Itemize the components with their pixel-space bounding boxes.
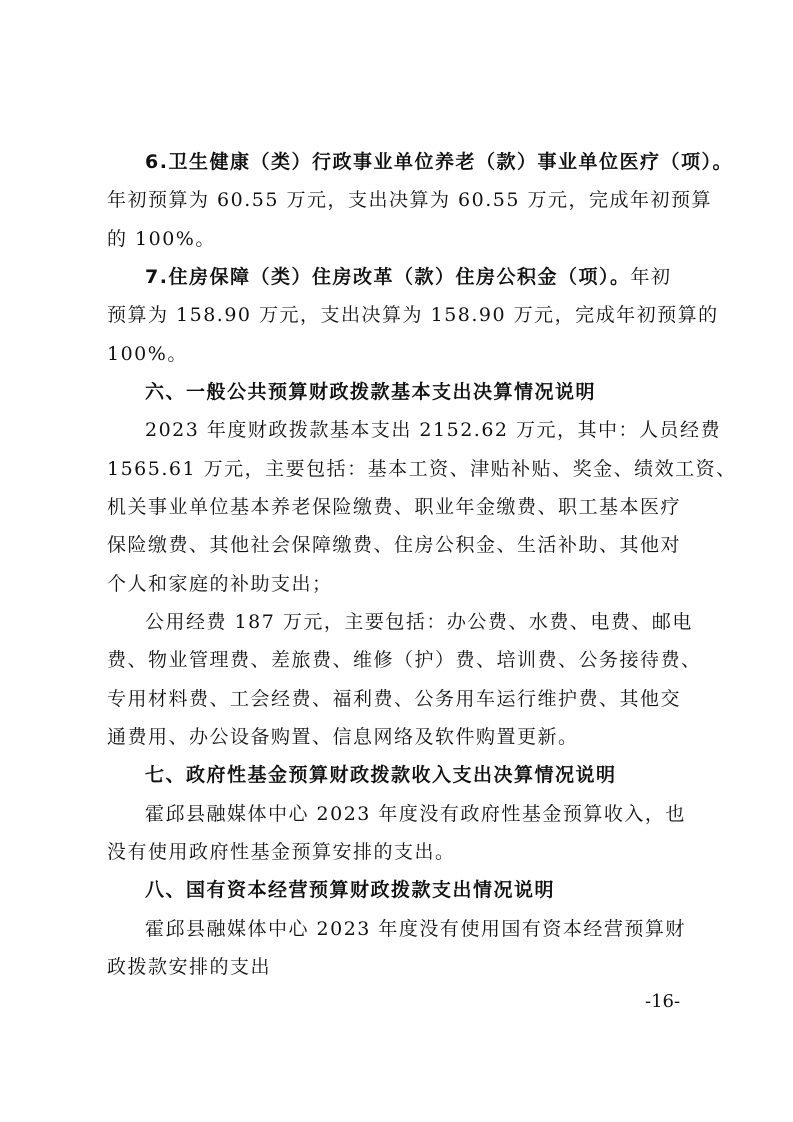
section8-line-1: 霍邱县融媒体中心 2023 年度没有使用国有资本经营预算财 (145, 918, 686, 940)
item6-line-1: 年初预算为 60.55 万元，支出决算为 60.55 万元，完成年初预算 (107, 189, 712, 211)
item7-heading: 7.住房保障（类）住房改革（款）住房公积金（项）。 (145, 266, 631, 288)
section6-para2-line-1: 公用经费 187 万元，主要包括：办公费、水费、电费、邮电 (145, 611, 693, 633)
section8-title: 八、国有资本经营预算财政拨款支出情况说明 (145, 879, 556, 901)
section7-title: 七、政府性基金预算财政拨款收入支出决算情况说明 (145, 764, 617, 786)
section7-line-1: 霍邱县融媒体中心 2023 年度没有政府性基金预算收入，也 (145, 803, 686, 825)
item7-line-1: 预算为 158.90 万元，支出决算为 158.90 万元，完成年初预算的 (107, 304, 719, 326)
section8-line-2: 政拨款安排的支出 (107, 956, 272, 978)
section6-para1-line-1: 2023 年度财政拨款基本支出 2152.62 万元，其中：人员经费 (145, 419, 722, 441)
item7-heading-tail: 年初 (630, 266, 672, 288)
section7-line-2: 没有使用政府性基金预算安排的支出。 (107, 841, 456, 863)
page-number: -16- (645, 991, 681, 1012)
section6-para2-line-4: 通费用、办公设备购置、信息网络及软件购置更新。 (107, 726, 579, 748)
section6-title: 六、一般公共预算财政拨款基本支出决算情况说明 (145, 381, 597, 403)
section6-para1-line-2: 1565.61 万元，主要包括：基本工资、津贴补贴、奖金、绩效工资、 (107, 458, 737, 480)
item6-line-2: 的 100%。 (107, 228, 216, 250)
section6-para2-line-3: 专用材料费、工会经费、福利费、公务用车运行维护费、其他交 (107, 688, 682, 710)
item7-heading-line (145, 265, 671, 289)
item7-line-2: 100%。 (107, 343, 188, 365)
section6-para1-line-4: 保险缴费、其他社会保障缴费、住房公积金、生活补助、其他对 (107, 534, 682, 556)
item6-heading: 6.卫生健康（类）行政事业单位养老（款）事业单位医疗（项）。 (145, 151, 733, 173)
section6-para2-line-2: 费、物业管理费、差旅费、维修（护）费、培训费、公务接待费、 (107, 649, 702, 671)
section6-para1-line-5: 个人和家庭的补助支出； (107, 573, 333, 595)
section6-para1-line-3: 机关事业单位基本养老保险缴费、职业年金缴费、职工基本医疗 (107, 496, 682, 518)
